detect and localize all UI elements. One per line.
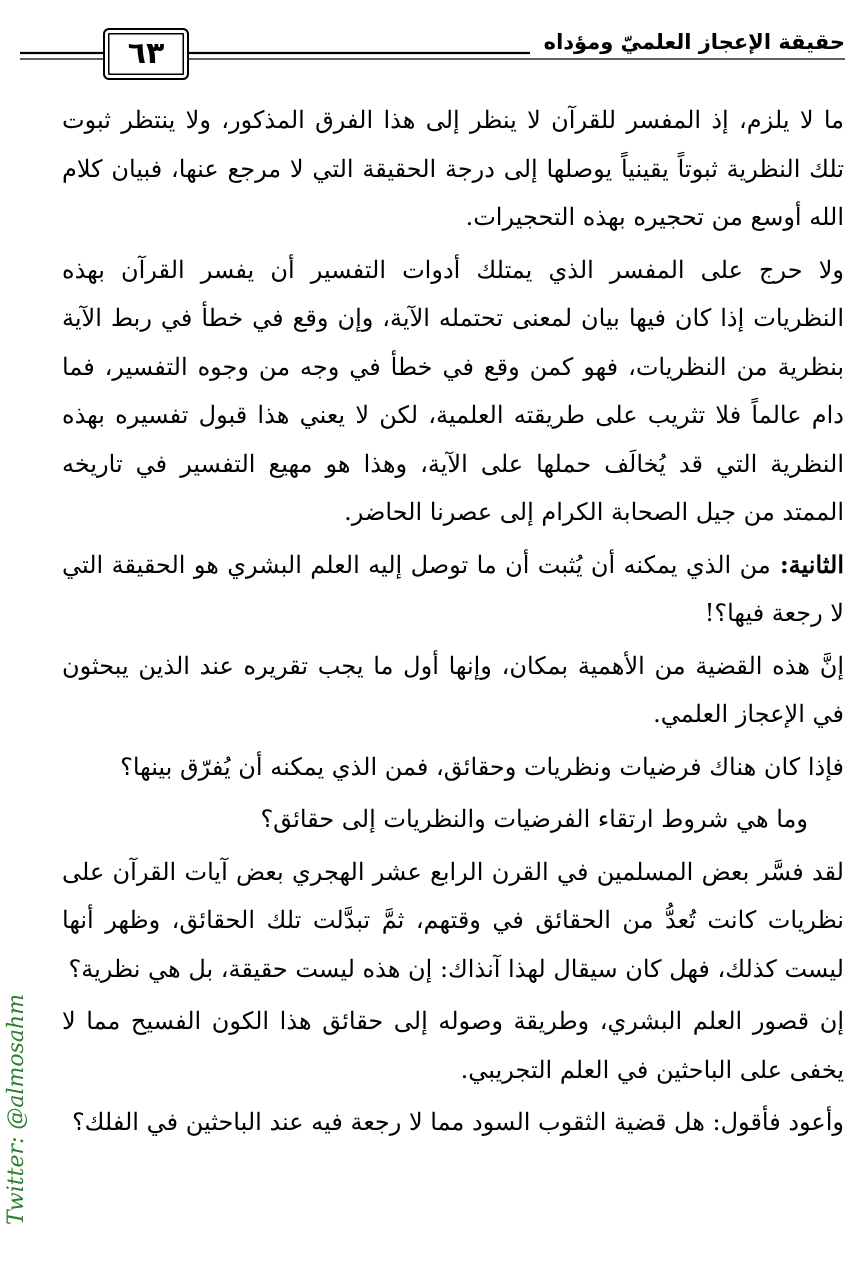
paragraph-9 (62, 1098, 844, 1147)
paragraph-5-text: فإذا كان هناك فرضيات ونظريات وحقائق، فمن الذي يمكنه أن يُفرّق بينها؟ (120, 752, 844, 781)
page-number: ٦٣ (103, 28, 189, 80)
paragraph-7-text: لقد فسَّر بعض المسلمين في القرن الرابع عشر الهجري بعض آيات القرآن على نظريات كانت تُعدُّ من الحقائق في وقتهم، ثمَّ تبدَّلت تلك الحقائق، وظهر أنها ليست كذلك، فهل كان سيقال لهذا آنذاك: إن هذه ليست حقيقة، بل هي نظرية؟ (62, 857, 844, 983)
paragraph-9-text: وأعود فأقول: هل قضية الثقوب السود مما لا رجعة فيه عند الباحثين في الفلك؟ (71, 1108, 844, 1136)
paragraph-6 (62, 795, 844, 844)
paragraph-3-text: من الذي يمكنه أن يُثبت أن ما توصل إليه العلم البشري هو الحقيقة التي لا رجعة فيها؟! (62, 550, 844, 627)
paragraph-8 (62, 997, 844, 1094)
paragraph-6-text: وما هي شروط ارتقاء الفرضيات والنظريات إلى حقائق؟ (260, 805, 808, 833)
paragraph-1-text: ما لا يلزم، إذ المفسر للقرآن لا ينظر إلى هذا الفرق المذكور، ولا ينتظر ثبوت تلك النظرية ثبوتاً يقينياً يوصلها إلى درجة الحقيقة التي لا مرجع عنها، فبيان كلام الله أوسع من تحجيره بهذه التحجيرات. (62, 106, 844, 231)
paragraph-5 (62, 743, 844, 792)
paragraph-8-text: إن قصور العلم البشري، وطريقة وصوله إلى حقائق هذا الكون الفسيح مما لا يخفى على الباحثين في العلم التجريبي. (62, 1007, 844, 1084)
paragraph-3 (62, 541, 844, 638)
paragraph-2 (62, 246, 844, 537)
watermark: Twitter: @almosahm (4, 993, 29, 1225)
paragraph-4 (62, 642, 844, 739)
paragraph-7 (62, 848, 844, 994)
body-text (62, 96, 844, 1151)
running-title: حقيقة الإعجاز العلميّ ومؤداه (530, 26, 845, 58)
paragraph-2-text: ولا حرج على المفسر الذي يمتلك أدوات التفسير أن يفسر القرآن بهذه النظريات إذا كان فيها بيان لمعنى تحتمله الآية، وإن وقع في خطأ في ربط الآية بنظرية من النظريات، فهو كمن وقع في خطأ في وجه من وجوه التفسير، فما دام عالماً فلا تثريب على طريقته العلمية، لكن لا يعني هذا قبول تفسيره بهذه النظرية التي قد يُخالَف حملها على الآية، وهذا هو مهيع التفسير في تاريخه الممتد من جيل الصحابة الكرام إلى عصرنا الحاضر. (62, 255, 844, 526)
paragraph-4-text: إنَّ هذه القضية من الأهمية بمكان، وإنها أول ما يجب تقريره عند الذين يبحثون في الإعجاز العلمي. (62, 651, 844, 728)
paragraph-3-lead: الثانية: (770, 549, 844, 579)
page-header (0, 0, 865, 90)
paragraph-1 (62, 96, 844, 242)
